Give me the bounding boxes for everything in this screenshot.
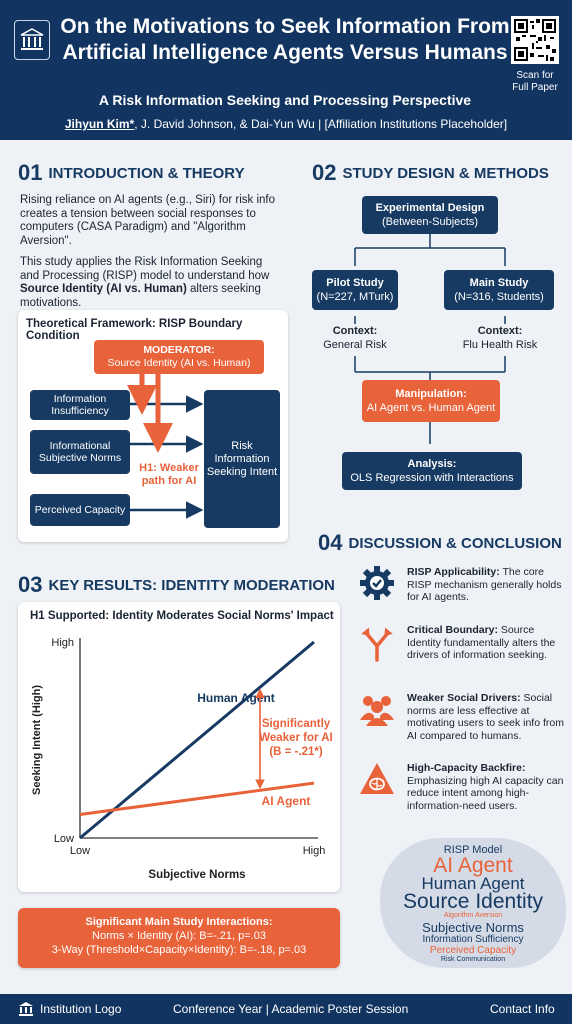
results-line-chart <box>18 602 340 892</box>
word-source-identity: Source Identity <box>402 890 544 913</box>
interaction-2: 3-Way (Threshold×Capacity×Identity): B=-.18, p=.03 <box>51 944 307 956</box>
annotation-text: Weaker for AI <box>259 731 333 744</box>
design-heading: 02 STUDY DESIGN & METHODS <box>312 160 549 185</box>
word-risp-model: RISP Model <box>443 844 503 856</box>
qr-code-icon[interactable] <box>511 16 559 64</box>
y-axis-label: Seeking Intent (High) <box>31 685 43 795</box>
intro-heading: 01 INTRODUCTION & THEORY <box>18 160 245 185</box>
warning-brain-icon <box>358 760 396 798</box>
experimental-design-box: Experimental Design (Between-Subjects) <box>362 196 498 234</box>
x-axis-label: Subjective Norms <box>148 869 246 881</box>
h1-label: H1: Weaker path for AI <box>139 462 199 487</box>
footer-logo-text: Institution Logo <box>40 1002 122 1016</box>
people-icon <box>358 690 396 728</box>
interaction-1: Norms × Identity (AI): B=-.21, p=.03 <box>92 930 266 942</box>
word-algorithm-aversion: Algorithm Aversion <box>443 912 503 919</box>
series-label: Human Agent <box>197 691 275 705</box>
split-arrows-icon <box>358 624 396 662</box>
discussion-item-4: High-Capacity Backfire: Emphasizing high AI capacity can reduce intent among high-information-need users. <box>407 762 564 812</box>
interactions-box <box>18 908 340 968</box>
gear-icon <box>358 564 396 602</box>
pilot-study-box: Pilot Study (N=227, MTurk) <box>312 270 398 310</box>
discussion-item-1: RISP Applicability: The core RISP mechanism generally holds for AI agents. <box>407 566 562 603</box>
results-chart-card <box>18 602 340 892</box>
intro-paragraph-1: Rising reliance on AI agents (e.g., Siri) for risk info creates a tension between social responses to computers (CASA Paradigm) and "Algorithm Aversion". <box>20 194 276 247</box>
results-heading: 03 KEY RESULTS: IDENTITY MODERATION <box>18 572 335 597</box>
lead-author: Jihyun Kim* <box>64 117 135 131</box>
poster-subtitle: A Risk Information Seeking and Processing Perspective <box>98 92 472 108</box>
pilot-context: Context: General Risk <box>323 325 387 351</box>
main-study-box: Main Study (N=316, Students) <box>444 270 554 310</box>
moderator-box: MODERATOR: Source Identity (AI vs. Human) <box>94 340 264 374</box>
discussion-heading: 04 DISCUSSION & CONCLUSION <box>318 530 562 555</box>
analysis-box: Analysis: OLS Regression with Interactions <box>342 452 522 490</box>
main-context: Context: Flu Health Risk <box>462 325 538 351</box>
poster-footer <box>0 994 572 1024</box>
manipulation-box: Manipulation: AI Agent vs. Human Agent <box>362 380 500 422</box>
framework-card <box>18 310 288 542</box>
intro-paragraph-2: This study applies the Risk Information Seeking and Processing (RISP) model to understand how Source Identity (AI vs. Human) alters seeking motivations. <box>20 256 270 309</box>
institution-building-icon <box>14 20 50 60</box>
word-subjective-norms: Subjective Norms <box>422 920 524 935</box>
y-tick-label: Low <box>53 833 74 845</box>
framework-title: Theoretical Framework: RISP Boundary Condition <box>26 318 243 342</box>
discussion-item-3: Weaker Social Drivers: Social norms are less effective at motivating users to seek info from AI compared to humans. <box>407 692 564 742</box>
word-information-sufficiency: Information Sufficiency <box>422 934 524 945</box>
footer-institution-icon <box>18 1001 34 1017</box>
word-perceived-capacity: Perceived Capacity <box>429 945 517 956</box>
word-human-agent: Human Agent <box>421 874 525 893</box>
author-line <box>0 117 572 131</box>
box-perceived-capacity: Perceived Capacity <box>30 494 130 526</box>
box-seeking-intent: Risk Information Seeking Intent <box>204 390 280 528</box>
x-tick-label: Low <box>69 845 91 857</box>
poster-title: On the Motivations to Seek Information From Artificial Intelligence Agents Versus Humans <box>60 15 510 64</box>
qr-caption: Scan for Full Paper <box>512 70 558 93</box>
other-authors: , J. David Johnson, & Dai-Yun Wu | [Affiliation Institutions Placeholder] <box>134 117 508 131</box>
footer-conference: Conference Year | Academic Poster Session <box>173 1002 409 1016</box>
series-label: AI Agent <box>261 794 311 809</box>
poster-header <box>0 0 572 140</box>
interactions-title: Significant Main Study Interactions: <box>85 916 273 928</box>
keyword-cloud <box>380 838 566 968</box>
box-information-insufficiency: Information Insufficiency <box>30 390 130 420</box>
word-risk-communication: Risk Communication <box>440 956 506 963</box>
chart-title: H1 Supported: Identity Moderates Social Norms' Impact <box>30 610 334 622</box>
y-tick-label: High <box>51 637 74 649</box>
annotation-text: Significantly <box>261 717 331 730</box>
word-ai-agent: AI Agent <box>433 854 513 877</box>
x-tick-label: High <box>302 845 326 857</box>
annotation-text: (B = -.21*) <box>269 745 323 758</box>
discussion-item-2: Critical Boundary: Source Identity fundamentally alters the drivers of information seeking. <box>407 624 556 661</box>
box-subjective-norms: Informational Subjective Norms <box>30 430 130 474</box>
footer-contact[interactable]: Contact Info <box>490 1002 555 1016</box>
